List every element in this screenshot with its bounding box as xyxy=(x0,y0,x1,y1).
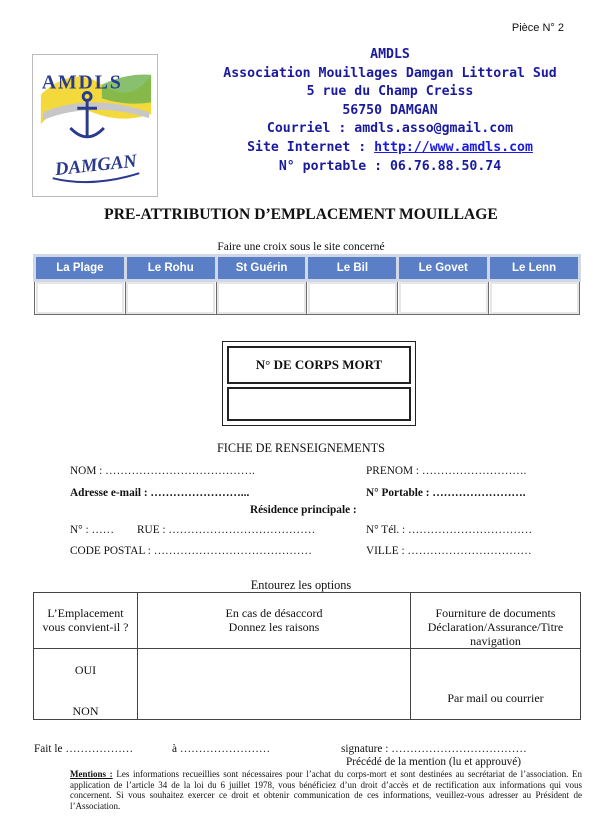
corps-mort-box xyxy=(222,341,416,426)
fait-le-field[interactable]: Fait le ……………… xyxy=(34,743,134,755)
svg-text:AMDLS: AMDLS xyxy=(41,71,123,94)
mentions-text: Les informations recueillies sont nécessaires pour l’achat du corps-mort et sont destinées au secrétariat de l’association. En application de l’article 34 de la loi du 6 juillet 1978, vous bénéficiez d’un droit d’accès et de rectification aux informations qui vous concernent. Si vous souhaitez exercer ce droit et obtenir communication de ces informations, veuillez-vous adresser au Président de l’Association. xyxy=(70,769,583,811)
site-header-st-guerin: St Guérin xyxy=(216,256,307,281)
amdls-logo xyxy=(32,54,158,197)
site-header-le-bil: Le Bil xyxy=(307,256,398,281)
header-acronym: AMDLS xyxy=(370,47,410,62)
header-city: 56750 DAMGAN xyxy=(342,102,438,118)
site-cell-le-bil[interactable] xyxy=(307,281,398,315)
prenom-field[interactable]: PRENOM : ………………………. xyxy=(366,465,527,477)
lieu-field[interactable]: à …………………… xyxy=(172,743,271,755)
anchor-logo-icon xyxy=(33,55,157,196)
header-email: Courriel : amdls.asso@gmail.com xyxy=(266,121,514,137)
site-selection-table xyxy=(33,254,581,315)
corps-mort-field[interactable] xyxy=(227,387,411,421)
site-cell-le-rohu[interactable] xyxy=(125,281,216,315)
options-header-desaccord: En cas de désaccord Donnez les raisons xyxy=(138,593,411,649)
mentions-label: Mentions : xyxy=(70,769,113,779)
site-cell-st-guerin[interactable] xyxy=(216,281,307,315)
page-title: PRE-ATTRIBUTION D’EMPLACEMENT MOUILLAGE xyxy=(104,206,498,223)
option-oui[interactable]: OUI xyxy=(74,663,97,677)
website-link[interactable]: http://www.amdls.com xyxy=(374,139,533,155)
header-association-name: Association Mouillages Damgan Littoral Sud xyxy=(223,65,557,81)
site-cell-la-plage[interactable] xyxy=(35,281,126,315)
email-field[interactable]: Adresse e-mail : ……………………... xyxy=(70,487,250,499)
option-mail-courrier[interactable]: Par mail ou courrier xyxy=(447,691,544,705)
numero-field[interactable]: N° : …… xyxy=(70,524,115,536)
options-header-emplacement: L’Emplacement vous convient-il ? xyxy=(34,593,138,649)
legal-mentions xyxy=(70,769,582,811)
site-header-le-rohu: Le Rohu xyxy=(125,256,216,281)
portable-field[interactable]: N° Portable : ……………………. xyxy=(366,487,526,499)
nom-field[interactable]: NOM : …………………………………. xyxy=(70,465,255,477)
tel-field[interactable]: N° Tél. : …………………………… xyxy=(366,524,533,536)
piece-number: Pièce N° 2 xyxy=(511,22,564,34)
header-street: 5 rue du Champ Creiss xyxy=(306,84,474,100)
signature-mention: Précédé de la mention (lu et approuvé) xyxy=(346,756,522,768)
options-label: Entourez les options xyxy=(250,578,352,592)
corps-mort-label: N° DE CORPS MORT xyxy=(227,346,411,384)
options-cell-choice xyxy=(34,649,138,720)
option-non[interactable]: NON xyxy=(72,704,99,718)
ville-field[interactable]: VILLE : …………………………… xyxy=(366,545,532,557)
residence-label: Résidence principale : xyxy=(250,504,357,516)
site-cell-le-lenn[interactable] xyxy=(489,281,580,315)
options-cell-documents xyxy=(411,649,581,720)
options-table xyxy=(33,592,581,720)
site-header-le-lenn: Le Lenn xyxy=(489,256,580,281)
options-header-documents: Fourniture de documents Déclaration/Assurance/Titre navigation xyxy=(411,593,581,649)
site-header-la-plage: La Plage xyxy=(35,256,126,281)
association-header xyxy=(200,46,580,176)
site-instruction: Faire une croix sous le site concerné xyxy=(217,241,385,253)
website-label: Site Internet : xyxy=(247,139,375,155)
code-postal-field[interactable]: CODE POSTAL : …………………………………… xyxy=(70,545,312,557)
rue-field[interactable]: RUE : ………………………………… xyxy=(137,524,316,536)
fiche-title: FICHE DE RENSEIGNEMENTS xyxy=(216,441,386,455)
header-phone: N° portable : 06.76.88.50.74 xyxy=(278,158,502,174)
site-header-le-govet: Le Govet xyxy=(398,256,489,281)
signature-field[interactable]: signature : ……………………………… xyxy=(341,743,527,755)
options-cell-raisons[interactable] xyxy=(138,649,411,720)
header-website xyxy=(200,139,580,158)
site-cell-le-govet[interactable] xyxy=(398,281,489,315)
svg-text:DAMGAN: DAMGAN xyxy=(54,150,138,181)
